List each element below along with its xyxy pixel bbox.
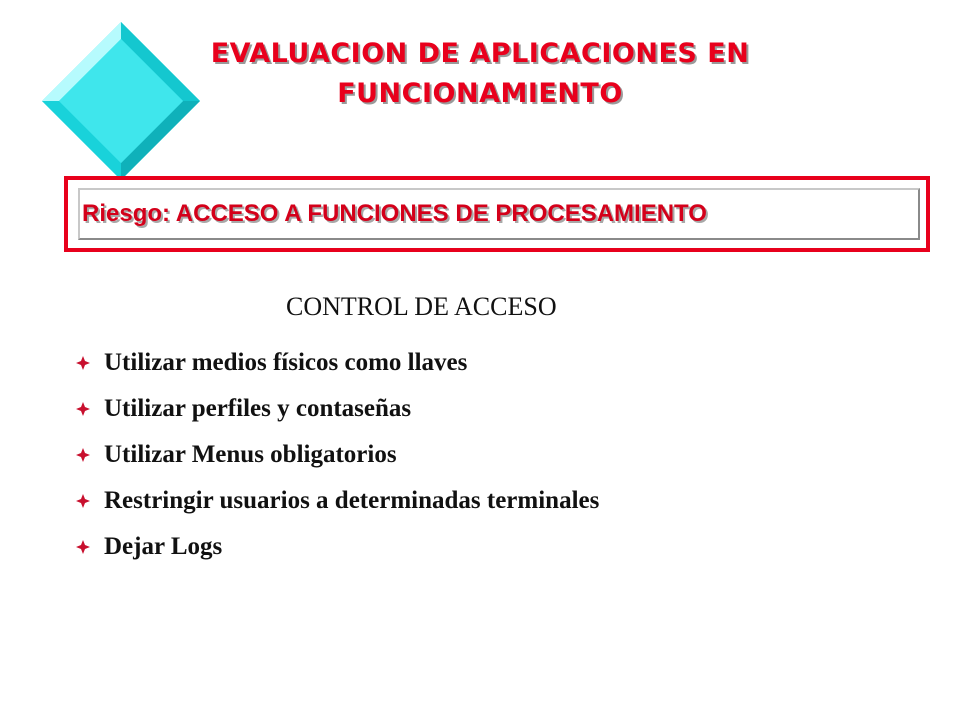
four-petal-bullet-icon (76, 540, 90, 554)
bullet-text: Restringir usuarios a determinadas terminales (104, 487, 600, 514)
four-petal-bullet-icon (76, 402, 90, 416)
slide-title (150, 34, 810, 114)
four-petal-bullet-icon (76, 448, 90, 462)
section-heading: CONTROL DE ACCESO (286, 292, 557, 321)
bullet-text: Utilizar perfiles y contaseñas (104, 395, 412, 422)
title-line-2: FUNCIONAMIENTO (337, 78, 623, 109)
bullet-text: Dejar Logs (104, 533, 223, 560)
title-line-1: EVALUACION DE APLICACIONES EN (210, 38, 750, 69)
list-item (76, 432, 599, 478)
bullet-list (76, 340, 599, 570)
list-item (76, 340, 599, 386)
four-petal-bullet-icon (76, 494, 90, 508)
list-item (76, 524, 599, 570)
list-item (76, 478, 599, 524)
four-petal-bullet-icon (76, 356, 90, 370)
bullet-text: Utilizar Menus obligatorios (104, 441, 397, 468)
risk-label: Riesgo: ACCESO A FUNCIONES DE PROCESAMIENTO (82, 200, 707, 227)
list-item (76, 386, 599, 432)
bullet-text: Utilizar medios físicos como llaves (104, 349, 468, 376)
